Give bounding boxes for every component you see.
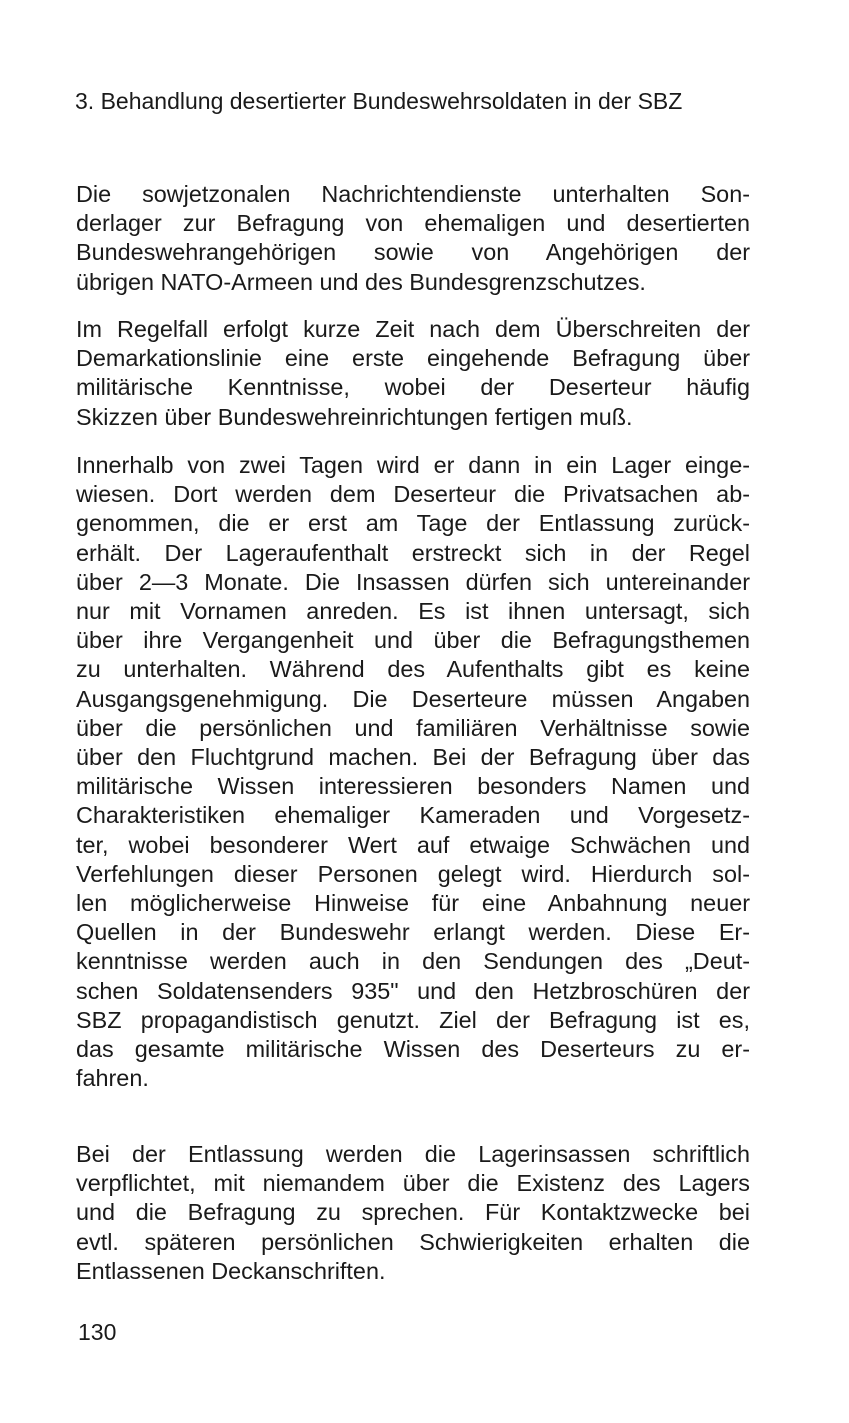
paragraph-line: Die sowjetzonalen Nachrichtendienste unterhalten Son- <box>76 181 750 207</box>
paragraph-line: kenntnisse werden auch in den Sendungen des „Deut- <box>76 948 750 975</box>
paragraph-2 <box>76 315 750 432</box>
paragraph-line: über ihre Vergangenheit und über die Befragungsthemen <box>76 627 750 654</box>
section-heading: 3. Behandlung desertierter Bundeswehrsoldaten in der SBZ <box>75 88 683 114</box>
paragraph-line: über die persönlichen und familiären Verhältnisse sowie <box>76 714 750 741</box>
paragraph-line: verpflichtet, mit niemandem über die Existenz des Lagers <box>76 1170 750 1197</box>
paragraph-line: evtl. späteren persönlichen Schwierigkeiten erhalten die <box>76 1228 750 1255</box>
paragraph-line: Innerhalb von zwei Tagen wird er dann in ein Lager einge- <box>76 452 750 478</box>
paragraph-line: fahren. <box>76 1065 149 1092</box>
page-number: 130 <box>78 1319 117 1345</box>
paragraph-line: nur mit Vornamen anreden. Es ist ihnen untersagt, sich <box>76 598 750 625</box>
paragraph-line: zu unterhalten. Während des Aufenthalts gibt es keine <box>76 656 750 683</box>
paragraph-line: Entlassenen Deckanschriften. <box>76 1257 386 1284</box>
paragraph-3 <box>76 451 750 1093</box>
paragraph-line: und die Befragung zu sprechen. Für Kontaktzwecke bei <box>76 1199 750 1226</box>
paragraph-line: Im Regelfall erfolgt kurze Zeit nach dem Überschreiten der <box>76 316 750 342</box>
paragraph-line: wiesen. Dort werden dem Deserteur die Privatsachen ab- <box>76 481 750 508</box>
paragraph-line: Bei der Entlassung werden die Lagerinsassen schriftlich <box>76 1141 750 1167</box>
paragraph-line: ter, wobei besonderer Wert auf etwaige Schwächen und <box>76 831 750 858</box>
paragraph-line: militärische Wissen interessieren besonders Namen und <box>76 773 750 800</box>
paragraph-line: über den Fluchtgrund machen. Bei der Befragung über das <box>76 744 750 771</box>
paragraph-line: das gesamte militärische Wissen des Deserteurs zu er- <box>76 1036 750 1063</box>
paragraph-line: len möglicherweise Hinweise für eine Anbahnung neuer <box>76 890 750 917</box>
paragraph-line: schen Soldatensenders 935" und den Hetzbroschüren der <box>76 977 750 1004</box>
paragraph-line: Ausgangsgenehmigung. Die Deserteure müssen Angaben <box>76 685 750 712</box>
paragraph-line: Demarkationslinie eine erste eingehende Befragung über <box>76 345 750 372</box>
paragraph-line: Bundeswehrangehörigen sowie von Angehörigen der <box>76 239 750 266</box>
paragraph-1 <box>76 180 750 297</box>
paragraph-line: Charakteristiken ehemaliger Kameraden und Vorgesetz- <box>76 802 750 829</box>
paragraph-line: militärische Kenntnisse, wobei der Deserteur häufig <box>76 374 750 401</box>
paragraph-line: derlager zur Befragung von ehemaligen und desertierten <box>76 210 750 237</box>
paragraph-line: Skizzen über Bundeswehreinrichtungen fertigen muß. <box>76 403 633 430</box>
paragraph-4 <box>76 1140 750 1286</box>
paragraph-line: erhält. Der Lageraufenthalt erstreckt sich in der Regel <box>76 539 750 566</box>
paragraph-line: Quellen in der Bundeswehr erlangt werden. Diese Er- <box>76 919 750 946</box>
paragraph-line: Verfehlungen dieser Personen gelegt wird. Hierdurch sol- <box>76 860 750 887</box>
paragraph-line: SBZ propagandistisch genutzt. Ziel der Befragung ist es, <box>76 1006 750 1033</box>
paragraph-line: genommen, die er erst am Tage der Entlassung zurück- <box>76 510 750 537</box>
paragraph-line: über 2—3 Monate. Die Insassen dürfen sich untereinander <box>76 568 750 595</box>
paragraph-line: übrigen NATO-Armeen und des Bundesgrenzschutzes. <box>76 268 646 295</box>
